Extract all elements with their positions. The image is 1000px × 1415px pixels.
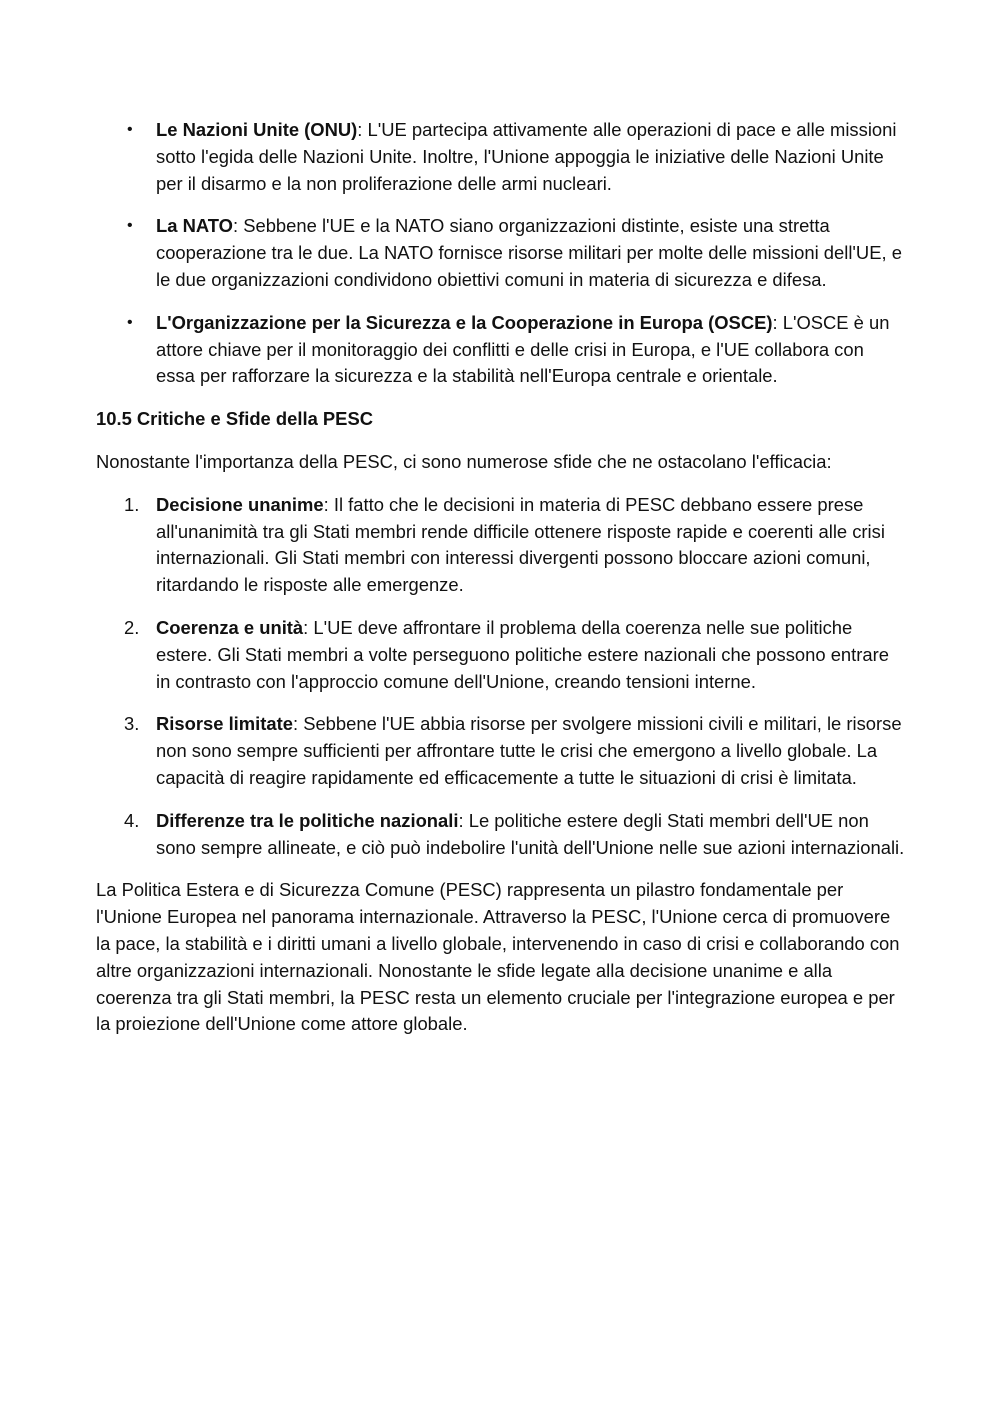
number-marker: 3. — [124, 713, 140, 735]
list-item-term: Le Nazioni Unite (ONU) — [156, 119, 358, 140]
list-item-challenge-4 — [96, 808, 906, 862]
list-item-text: : L'UE deve affrontare il problema della coerenza nelle sue politiche estere. Gli Stati membri a volte perseguono politiche estere nazionali che possono entrare in contrasto con l'approccio comune dell'Unione, creando tensioni interne. — [156, 616, 889, 692]
list-item-term: Risorse limitate — [156, 713, 293, 735]
list-item-onu — [96, 117, 906, 197]
list-item-term: Coerenza e unità — [156, 616, 304, 638]
list-item-challenge-1 — [96, 492, 906, 599]
section-intro: Nonostante l'importanza della PESC, ci sono numerose sfide che ne ostacolano l'efficacia: — [96, 450, 832, 472]
challenges-list — [96, 492, 906, 862]
list-item-text: : Le politiche estere degli Stati membri dell'UE non sono sempre allineate, e ciò può indebolire l'unità dell'Unione nelle sue azioni internazionali. — [156, 809, 905, 858]
bullet-marker: • — [127, 313, 133, 331]
list-item-osce — [96, 310, 906, 390]
list-item-text: : L'UE partecipa attivamente alle operazioni di pace e alle missioni sotto l'egida delle Nazioni Unite. Inoltre, l'Unione appoggia le iniziative delle Nazioni Unite per il disarmo e la non proliferazione delle armi nucleari. — [156, 119, 897, 194]
number-marker: 4. — [124, 809, 140, 831]
bullet-marker: • — [127, 217, 133, 235]
organizations-list — [96, 117, 906, 390]
list-item-text: : L'OSCE è un attore chiave per il monitoraggio dei conflitti e delle crisi in Europa, e l'UE collabora con essa per rafforzare la sicurezza e la stabilità nell'Europa centrale e orientale. — [156, 311, 890, 387]
list-item-term: La NATO — [156, 215, 233, 237]
list-item-nato — [96, 213, 906, 293]
list-item-term: Decisione unanime — [156, 493, 324, 515]
number-marker: 1. — [124, 493, 140, 515]
conclusion-paragraph: La Politica Estera e di Sicurezza Comune (PESC) rappresenta un pilastro fondamentale per l'Unione Europea nel panorama internazionale. Attraverso la PESC, l'Unione cerca di promuovere la pace, la stabilità e i diritti umani a livello globale, intervenendo in caso di crisi e collaborando con altre organizzazioni internazionali. Nonostante le sfide legate alla decisione unanime e alla coerenza tra gli Stati membri, la PESC resta un elemento cruciale per l'integrazione europea e per la proiezione dell'Unione come attore globale. — [96, 879, 900, 1035]
list-item-challenge-2 — [96, 615, 906, 695]
list-item-term: L'Organizzazione per la Sicurezza e la Cooperazione in Europa (OSCE) — [156, 311, 773, 333]
number-marker: 2. — [124, 616, 140, 638]
list-item-text: : Sebbene l'UE abbia risorse per svolgere missioni civili e militari, le risorse non sono sempre sufficienti per affrontare tutte le crisi che emergono a livello globale. La capacità di reagire rapidamente ed efficacemente a tutte le situazioni di crisi è limitata. — [156, 713, 902, 788]
document-page — [96, 117, 906, 1054]
list-item-challenge-3 — [96, 711, 906, 791]
list-item-text: : Il fatto che le decisioni in materia di PESC debbano essere prese all'unanimità tra gli Stati membri rende difficile ottenere risposte rapide e coerenti alle crisi internazionali. Gli Stati membri con interessi divergenti possono bloccare azioni comuni, ritardando le risposte alle emergenze. — [156, 493, 885, 596]
section-heading: 10.5 Critiche e Sfide della PESC — [96, 408, 373, 430]
bullet-marker: • — [127, 121, 133, 138]
list-item-text: : Sebbene l'UE e la NATO siano organizzazioni distinte, esiste una stretta cooperazione tra le due. La NATO fornisce risorse militari per molte delle missioni dell'UE, e le due organizzazioni condividono obiettivi comuni in materia di sicurezza e difesa. — [156, 215, 902, 290]
list-item-term: Differenze tra le politiche nazionali — [156, 809, 459, 831]
